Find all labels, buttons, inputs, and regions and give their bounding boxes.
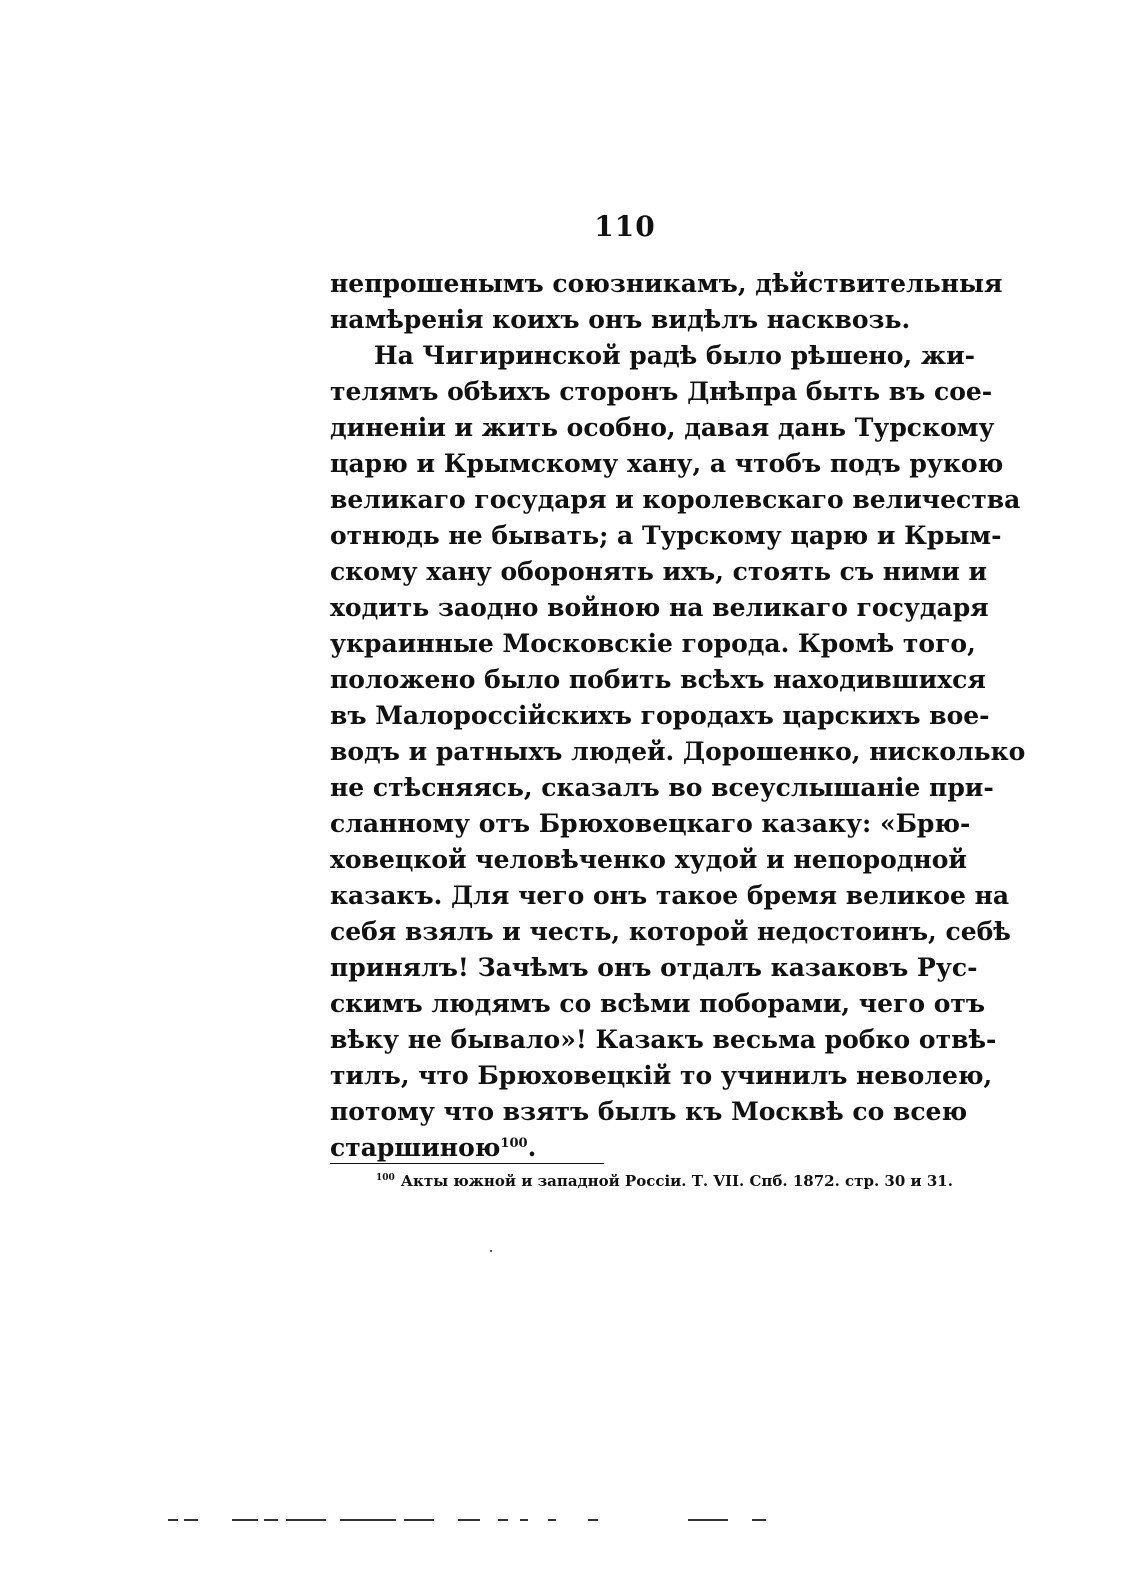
text-line: ховецкой человѣченко худой и непородной [330, 845, 967, 874]
text-line: не стѣсняясь, сказалъ во всеуслышаніе при- [330, 773, 994, 802]
text-line: непрошенымъ союзникамъ, дѣйствительныя [330, 269, 1003, 298]
text-line: тилъ, что Брюховецкій то учинилъ неволею, [330, 1061, 993, 1090]
text-line: положено было побить всѣхъ находившихся [330, 665, 986, 694]
last-line-end: . [527, 1133, 537, 1162]
text-line: скому хану оборонять ихъ, стоять съ ними и [330, 557, 988, 586]
text-line: принялъ! Зачѣмъ онъ отдалъ казаковъ Рус- [330, 953, 978, 982]
text-line: отнюдь не бывать; а Турскому царю и Крым- [330, 521, 1002, 550]
text-line: великаго государя и королевскаго величества [330, 485, 1021, 514]
text-line-last [330, 1130, 920, 1166]
scan-artifact-dot [490, 1250, 492, 1252]
footnote-reference: 100 [500, 1135, 528, 1151]
text-line: На Чигиринской радѣ было рѣшено, жи- [374, 341, 976, 370]
text-line: сланному отъ Брюховецкаго казаку: «Брю- [330, 809, 971, 838]
body-text [330, 266, 1026, 1166]
scan-artifact-marks [168, 1515, 768, 1523]
footnote [376, 1170, 953, 1192]
text-line: казакъ. Для чего онъ такое бремя великое на [330, 881, 1010, 910]
footnote-divider [330, 1163, 604, 1164]
text-line: диненіи и жить особно, давая дань Турскому [330, 413, 995, 442]
text-line: украинные Московскіе города. Кромѣ того, [330, 629, 976, 658]
text-line: водъ и ратныхъ людей. Дорошенко, нисколько [330, 737, 1026, 766]
text-line: въ Малороссійскихъ городахъ царскихъ вое- [330, 701, 990, 730]
text-line: ходить заодно войною на великаго государя [330, 593, 989, 622]
footnote-marker: 100 [376, 1172, 395, 1183]
text-line: намѣренія коихъ онъ видѣлъ насквозь. [330, 305, 911, 334]
text-line: себя взялъ и честь, которой недостоинъ, себѣ [330, 917, 1011, 946]
page-number: 110 [594, 210, 656, 243]
footnote-text: Акты южной и западной Россіи. Т. VII. Спб. 1872. стр. 30 и 31. [400, 1172, 953, 1190]
text-line: скимъ людямъ со всѣми поборами, чего отъ [330, 989, 986, 1018]
last-line-text: старшиною [330, 1133, 501, 1162]
text-line: потому что взятъ былъ къ Москвѣ со всею [330, 1097, 968, 1126]
text-line: царю и Крымскому хану, а чтобъ подъ рукою [330, 449, 1004, 478]
text-line: телямъ обѣихъ сторонъ Днѣпра быть въ сое- [330, 377, 993, 406]
text-line: вѣку не бывало»! Казакъ весьма робко отвѣ- [330, 1025, 997, 1054]
